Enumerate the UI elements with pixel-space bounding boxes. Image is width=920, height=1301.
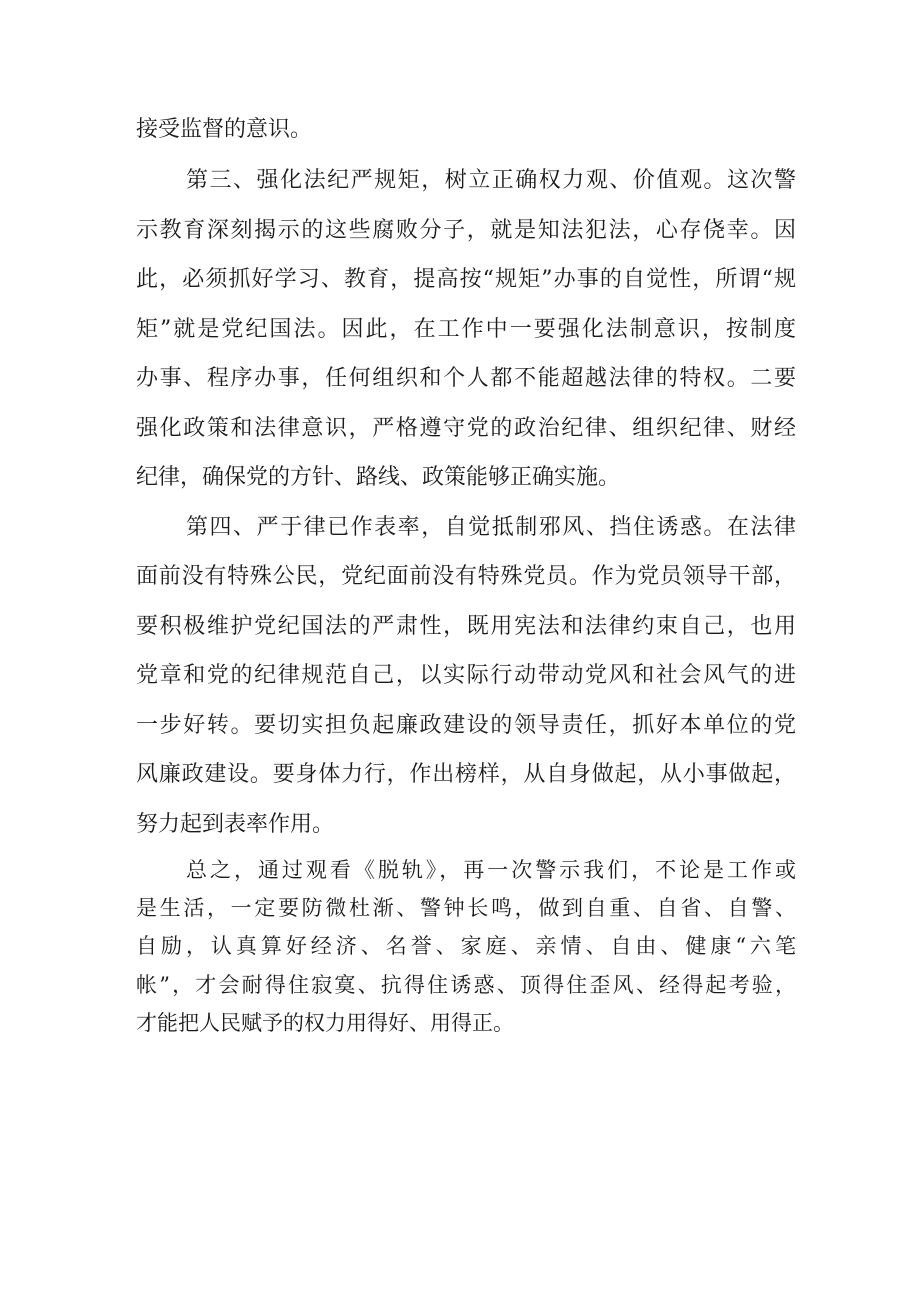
text-line: 接受监督的意识。: [136, 117, 313, 142]
text-line: 是生活，一定要防微杜渐、警钟长鸣，做到自重、自省、自警、: [136, 896, 796, 920]
text-line: 帐”，才会耐得住寂寞、抗得住诱惑、顶得住歪风、经得起考验，: [136, 973, 796, 997]
text-line: 第四、严于律已作表率，自觉抵制邪风、挡住诱惑。在法律: [186, 515, 796, 540]
text-line: 第三、强化法纪严规矩，树立正确权力观、价值观。这次警: [186, 168, 796, 193]
text-line: 面前没有特殊公民，党纪面前没有特殊党员。作为党员领导干部，: [136, 564, 796, 589]
text-line: 总之，通过观看《脱轨》，再一次警示我们，不论是工作或: [186, 858, 796, 882]
text-line: 要积极维护党纪国法的严肃性，既用宪法和法律约束自己，也用: [136, 614, 796, 639]
text-line: 强化政策和法律意识，严格遵守党的政治纪律、组织纪律、财经: [136, 416, 796, 441]
text-line: 办事、程序办事，任何组织和个人都不能超越法律的特权。二要: [136, 366, 796, 391]
text-line: 示教育深刻揭示的这些腐败分子，就是知法犯法，心存侥幸。因: [136, 218, 796, 243]
text-line: 努力起到表率作用。: [136, 812, 335, 837]
text-line: 才能把人民赋予的权力用得好、用得正。: [136, 1011, 514, 1035]
text-line: 自励，认真算好经济、名誉、家庭、亲情、自由、健康“六笔: [136, 934, 796, 958]
text-line: 党章和党的纪律规范自己，以实际行动带动党风和社会风气的进: [136, 663, 796, 688]
text-line: 此，必须抓好学习、教育，提高按“规矩”办事的自觉性，所谓“规: [136, 267, 796, 292]
text-line: 矩”就是党纪国法。因此，在工作中一要强化法制意识，按制度: [136, 317, 796, 342]
text-line: 纪律，确保党的方针、路线、政策能够正确实施。: [136, 465, 621, 490]
text-line: 一步好转。要切实担负起廉政建设的领导责任，抓好本单位的党: [136, 713, 796, 738]
text-line: 风廉政建设。要身体力行，作出榜样，从自身做起，从小事做起，: [136, 762, 796, 787]
